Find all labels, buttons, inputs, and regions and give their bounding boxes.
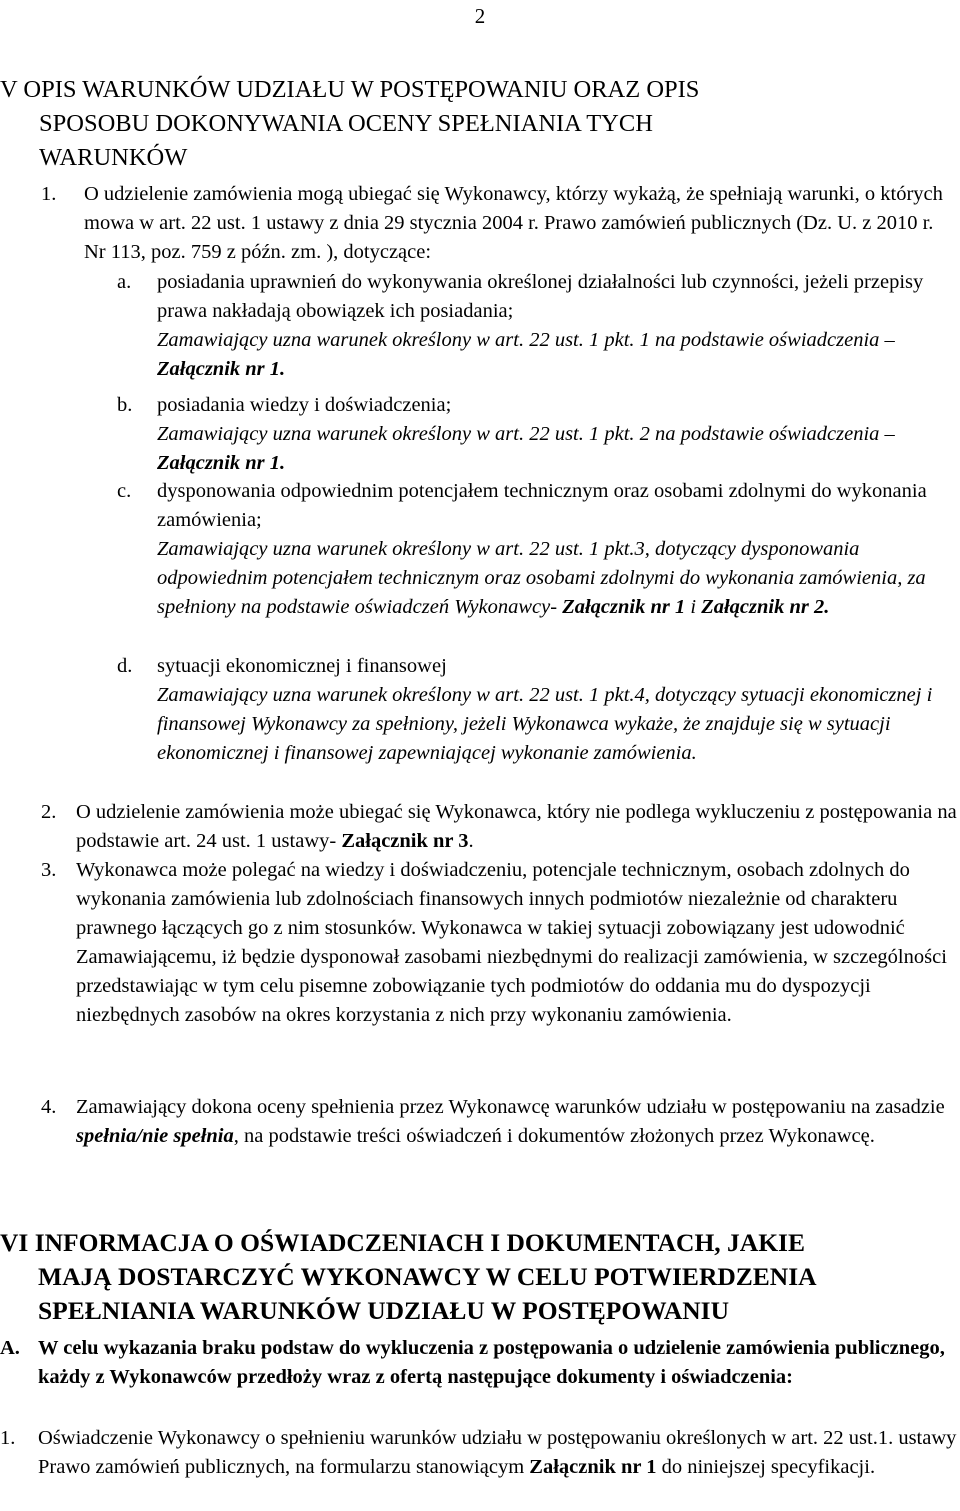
emphasis-text: spełnia/nie spełnia — [76, 1125, 234, 1147]
section-v-title-line-1: V OPIS WARUNKÓW UDZIAŁU W POSTĘPOWANIU ORAZ OPIS — [0, 76, 700, 103]
section-vi-point-a — [0, 1334, 960, 1392]
section-vi-title-line-2: MAJĄ DOSTARCZYĆ WYKONAWCY W CELU POTWIERDZENIA — [38, 1262, 817, 1291]
section-vi-point-a-item-1 — [0, 1424, 960, 1482]
attachment-ref-1: Załącznik nr 1 — [562, 596, 686, 618]
section-vi-number: VI — [0, 1228, 29, 1257]
item-text: Oświadczenie Wykonawcy o spełnieniu warunków udziału w postępowaniu określonych w art. 22 ust.1. ustawy Prawo zamówień publicznych, na formularzu stanowiącym Załącznik nr 1 do niniejszej specyfikacji. — [38, 1427, 957, 1478]
attachment-ref-2: Załącznik nr 2. — [701, 596, 830, 618]
attachment-ref: Załącznik nr 1. — [157, 358, 286, 380]
sub-item-note: Zamawiający uzna warunek określony w art. 22 ust. 1 pkt.3, dotyczący dysponowania odpowiednim potencjałem technicznym oraz osobami zdolnymi do wykonania zamówienia, za spełniony na podstawie oświadczeń Wykonawcy- Załącznik nr 1 i Załącznik nr 2. — [157, 538, 926, 618]
attachment-ref: Załącznik nr 1 — [529, 1456, 657, 1478]
item-text: Wykonawca może polegać na wiedzy i doświadczeniu, potencjale technicznym, osobach zdolnych do wykonania zamówienia lub zdolnościach finansowych innych podmiotów niezależnie od charakteru prawnego łączących go z nim stosunków. Wykonawca w takiej sytuacji zobowiązany jest udowodnić Zamawiającemu, iż będzie dysponował zasobami niezbędnymi do realizacji zamówienia, w szczególności przedstawiając w tym celu pisemne zobowiązanie tych podmiotów do oddania mu do dyspozycji niezbędnych zasobów na okres korzystania z nich przy wykonaniu zamówienia. — [76, 859, 947, 1026]
section-v-item-1 — [41, 180, 960, 267]
sub-item-text: sytuacji ekonomicznej i finansowej — [157, 655, 447, 677]
sub-item-text: posiadania uprawnień do wykonywania określonej działalności lub czynności, jeżeli przepisy prawa nakładają obowiązek ich posiadania; — [157, 271, 924, 322]
attachment-ref: Załącznik nr 1. — [157, 452, 286, 474]
item-label: 2. — [41, 801, 57, 823]
sub-item-b — [117, 391, 960, 478]
section-vi-heading — [0, 1226, 960, 1328]
item-text: Zamawiający dokona oceny spełnienia przez Wykonawcę warunków udziału w postępowaniu na zasadzie spełnia/nie spełnia, na podstawie treści oświadczeń i dokumentów złożonych przez Wykonawcę. — [76, 1096, 945, 1147]
sub-item-c — [117, 477, 960, 622]
section-v-title-line-2: SPOSOBU DOKONYWANIA OCENY SPEŁNIANIA TYCH — [39, 110, 653, 137]
page-number: 2 — [474, 4, 486, 28]
sub-item-text: dysponowania odpowiednim potencjałem technicznym oraz osobami zdolnymi do wykonania zamówienia; — [157, 480, 927, 531]
sub-item-d — [117, 652, 960, 768]
sub-item-label: c. — [117, 480, 132, 502]
item-text: O udzielenie zamówienia mogą ubiegać się Wykonawcy, którzy wykażą, że spełniają warunki, o których mowa w art. 22 ust. 1 ustawy z dnia 29 stycznia 2004 r. Prawo zamówień publicznych (Dz. U. z 2010 r. Nr 113, poz. 759 z późn. zm. ), dotyczące: — [84, 183, 943, 263]
section-v-item-4 — [41, 1093, 960, 1151]
sub-item-label: b. — [117, 394, 133, 416]
sub-item-a — [117, 268, 960, 384]
section-v-title-line-3: WARUNKÓW — [39, 144, 188, 171]
point-label: A. — [0, 1337, 20, 1359]
item-label: 1. — [41, 183, 57, 205]
attachment-ref: Załącznik nr 3 — [341, 830, 469, 852]
section-v-number: V — [0, 76, 18, 103]
sub-item-text: posiadania wiedzy i doświadczenia; — [157, 394, 452, 416]
section-v-item-3 — [41, 856, 960, 1030]
section-vi-title-line-1: VI INFORMACJA O OŚWIADCZENIACH I DOKUMENTACH, JAKIE — [0, 1228, 805, 1257]
sub-item-note: Zamawiający uzna warunek określony w art. 22 ust. 1 pkt. 2 na podstawie oświadczenia – Załącznik nr 1. — [157, 423, 895, 474]
sub-item-note: Zamawiający uzna warunek określony w art. 22 ust. 1 pkt.4, dotyczący sytuacji ekonomicznej i finansowej Wykonawcy za spełniony, jeżeli Wykonawca wykaże, że znajduje się w sytuacji ekonomicznej i finansowej zapewniającej wykonanie zamówienia. — [157, 684, 933, 764]
section-vi-title-line-3: SPEŁNIANIA WARUNKÓW UDZIAŁU W POSTĘPOWANIU — [38, 1296, 730, 1325]
item-label: 1. — [0, 1427, 16, 1449]
section-v-heading — [0, 73, 930, 175]
item-label: 3. — [41, 859, 57, 881]
sub-item-note: Zamawiający uzna warunek określony w art. 22 ust. 1 pkt. 1 na podstawie oświadczenia – Załącznik nr 1. — [157, 329, 895, 380]
sub-item-label: a. — [117, 271, 132, 293]
sub-item-label: d. — [117, 655, 133, 677]
section-v-item-2 — [41, 798, 960, 856]
item-text: O udzielenie zamówienia może ubiegać się Wykonawca, który nie podlega wykluczeniu z postępowania na podstawie art. 24 ust. 1 ustawy- Załącznik nr 3. — [76, 801, 957, 852]
point-text: W celu wykazania braku podstaw do wykluczenia z postępowania o udzielenie zamówienia publicznego, każdy z Wykonawców przedłoży wraz z ofertą następujące dokumenty i oświadczenia: — [38, 1337, 945, 1388]
item-label: 4. — [41, 1096, 57, 1118]
